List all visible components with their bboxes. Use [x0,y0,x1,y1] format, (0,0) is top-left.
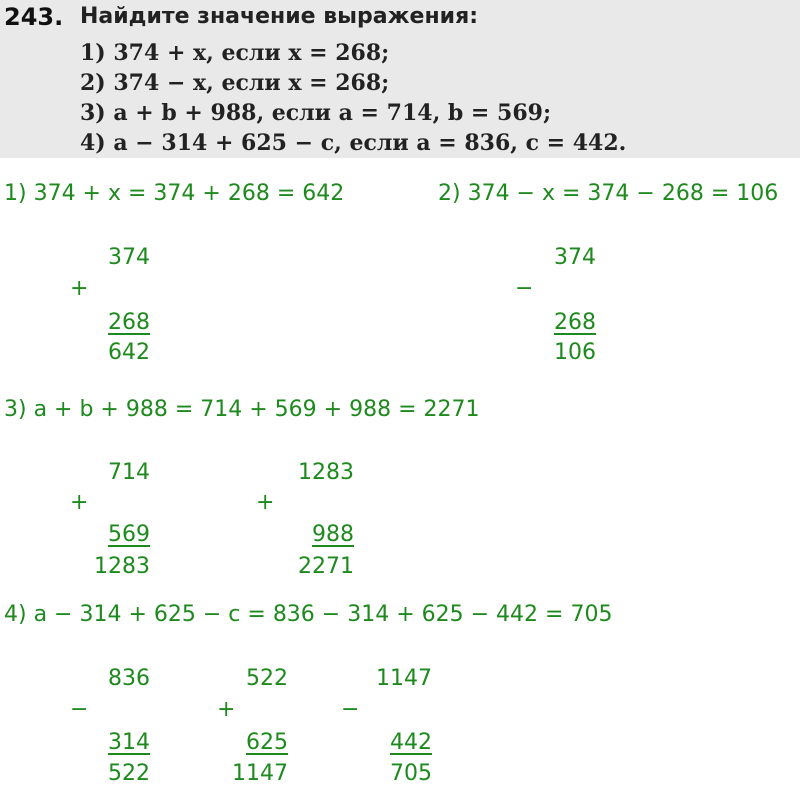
s4a-bottom: 314 [108,730,150,755]
s2-bottom: 268 [554,310,596,335]
s2-top: 374 [554,245,596,270]
s3b-top: 1283 [298,460,354,485]
s3a-bottom: 569 [108,522,150,547]
s4b-result: 1147 [232,761,288,786]
s4c-top: 1147 [376,666,432,691]
solution-1-line: 1) 374 + x = 374 + 268 = 642 [4,181,345,206]
s4a-operator: − [70,697,89,722]
s3a-result: 1283 [94,554,150,579]
task-item-1: 1) 374 + x, если x = 268; [80,40,390,66]
solution-2-line: 2) 374 − x = 374 − 268 = 106 [438,181,779,206]
s2-result: 106 [554,340,596,365]
task-item-3: 3) a + b + 988, если a = 714, b = 569; [80,100,552,126]
problem-header [0,0,800,158]
s1-bottom: 268 [108,310,150,335]
problem-number: 243. [4,3,64,31]
s4a-result: 522 [108,761,150,786]
solution-3-line: 3) a + b + 988 = 714 + 569 + 988 = 2271 [4,397,480,422]
s1-top: 374 [108,245,150,270]
s4c-bottom: 442 [390,730,432,755]
s3a-operator: + [70,490,89,515]
task-item-4: 4) a − 314 + 625 − c, если a = 836, c = 442. [80,130,627,156]
s1-operator: + [70,276,89,301]
s3b-result: 2271 [298,554,354,579]
s4b-operator: + [217,697,236,722]
s4a-top: 836 [108,666,150,691]
s4b-bottom: 625 [246,730,288,755]
s3a-top: 714 [108,460,150,485]
problem-title: Найдите значение выражения: [80,4,478,29]
s4c-operator: − [341,697,360,722]
s2-operator: − [515,276,534,301]
s3b-operator: + [256,490,275,515]
s1-result: 642 [108,340,150,365]
task-item-2: 2) 374 − x, если x = 268; [80,70,390,96]
s3b-bottom: 988 [312,522,354,547]
s4c-result: 705 [390,761,432,786]
s4b-top: 522 [246,666,288,691]
solution-4-line: 4) a − 314 + 625 − c = 836 − 314 + 625 − 442 = 705 [4,602,613,627]
